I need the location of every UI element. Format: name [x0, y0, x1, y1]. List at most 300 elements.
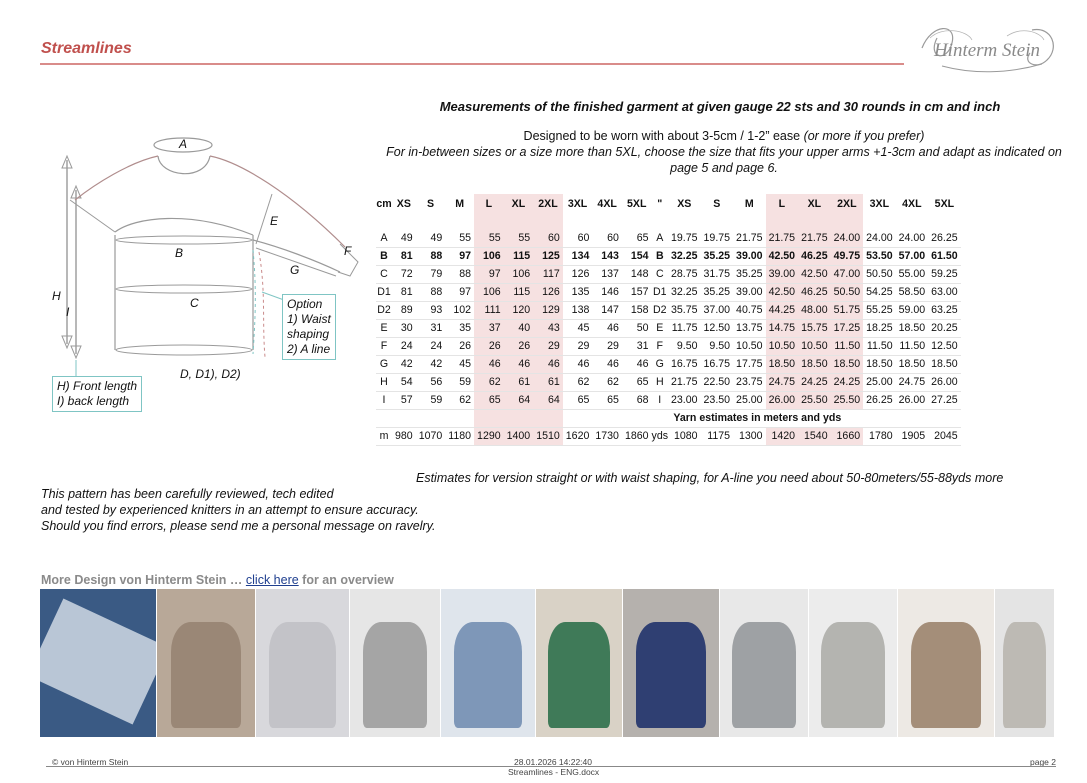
row-label: D2: [376, 301, 392, 319]
inch-value: 55.25: [863, 301, 896, 319]
yarn-yards: 1080: [668, 427, 701, 445]
table-row: [376, 247, 961, 265]
cm-value: 117: [533, 265, 563, 283]
cm-value: 62: [563, 373, 593, 391]
hinterm-stein-logo: [912, 18, 1062, 78]
table-header-cell: L: [474, 194, 504, 213]
cm-value: 46: [533, 355, 563, 373]
cm-value: 62: [592, 373, 622, 391]
table-row: [376, 337, 961, 355]
cm-value: 88: [416, 247, 446, 265]
measurements-heading: Measurements of the finished garment at given gauge 22 sts and 30 rounds in cm and inch: [439, 99, 1001, 114]
inch-value: 39.00: [766, 265, 799, 283]
cm-value: 64: [533, 391, 563, 409]
cm-value: 102: [445, 301, 474, 319]
inch-value: 13.75: [733, 319, 766, 337]
table-row: [376, 319, 961, 337]
cm-value: 111: [474, 301, 504, 319]
table-cell: [416, 213, 446, 229]
more-designs: [41, 573, 394, 587]
table-header-cell: ": [657, 197, 663, 210]
cm-value: 81: [392, 247, 416, 265]
inch-value: 9.50: [668, 337, 701, 355]
photo-grey-sweater-back[interactable]: [256, 589, 349, 737]
inch-value: 35.25: [701, 283, 734, 301]
table-cell: [533, 213, 563, 229]
inch-value: 9.50: [701, 337, 734, 355]
inch-value: 37.00: [701, 301, 734, 319]
cm-value: 62: [474, 373, 504, 391]
more-designs-prefix: More Design von Hinterm Stein …: [41, 573, 246, 587]
row-label: B: [652, 247, 669, 265]
table-cell: [863, 409, 896, 427]
inch-value: 23.50: [701, 391, 734, 409]
inch-value: 39.00: [733, 283, 766, 301]
cm-value: 65: [474, 391, 504, 409]
table-cell: [376, 213, 392, 229]
label-i: I: [66, 305, 70, 319]
inch-value: 39.00: [733, 247, 766, 265]
inch-value: 10.50: [733, 337, 766, 355]
option-note-line: shaping: [287, 327, 330, 341]
cm-value: 143: [592, 247, 622, 265]
cm-value: 115: [504, 283, 534, 301]
cm-value: 97: [445, 247, 474, 265]
cm-value: 60: [533, 229, 563, 247]
label-b: B: [175, 246, 184, 260]
cm-value: 60: [563, 229, 593, 247]
svg-text:Hinterm Stein: Hinterm Stein: [933, 40, 1041, 61]
inch-value: 24.25: [831, 373, 864, 391]
cm-value: 59: [416, 391, 446, 409]
table-cell: [474, 213, 504, 229]
sweater-shape: [548, 622, 610, 729]
table-row: [376, 265, 961, 283]
sweater-shape: [636, 622, 705, 729]
photo-grey-raglan[interactable]: [350, 589, 440, 737]
cm-value: 46: [474, 355, 504, 373]
sweater-shape: [911, 622, 980, 729]
cm-value: 126: [563, 265, 593, 283]
inch-value: 11.75: [668, 319, 701, 337]
inch-value: 35.75: [668, 301, 701, 319]
cm-value: 56: [416, 373, 446, 391]
label-d: D, D1), D2): [180, 367, 241, 381]
yarn-meters: 1290: [474, 427, 504, 445]
row-label: E: [376, 319, 392, 337]
cm-value: 61: [504, 373, 534, 391]
cm-value: 24: [416, 337, 446, 355]
table-cell: [563, 213, 593, 229]
cm-value: 65: [622, 229, 652, 247]
title-divider: [40, 63, 904, 65]
cm-value: 35: [445, 319, 474, 337]
inch-value: 18.50: [896, 319, 929, 337]
yarn-row: [376, 427, 961, 445]
review-line: and tested by experienced knitters in an attempt to ensure accuracy.: [41, 503, 419, 517]
cm-value: 106: [504, 265, 534, 283]
table-cell: [504, 213, 534, 229]
table-row: [376, 391, 961, 409]
review-note: [41, 486, 435, 534]
inch-value: 35.25: [701, 247, 734, 265]
inch-value: 32.25: [668, 283, 701, 301]
cm-value: 40: [504, 319, 534, 337]
design-photo-strip: [40, 589, 1064, 737]
inch-value: 11.50: [831, 337, 864, 355]
table-header-cell: 5XL: [627, 197, 647, 210]
inch-value: 12.50: [928, 337, 961, 355]
cm-value: 55: [474, 229, 504, 247]
cm-value: 88: [445, 265, 474, 283]
yarn-yards: 2045: [928, 427, 961, 445]
inch-value: 50.50: [831, 283, 864, 301]
inch-value: 17.25: [831, 319, 864, 337]
inch-value: 22.50: [701, 373, 734, 391]
more-designs-suffix: for an overview: [298, 573, 394, 587]
table-cell: [504, 409, 534, 427]
inch-value: 16.75: [668, 355, 701, 373]
yarn-yards: 1780: [863, 427, 896, 445]
yarn-meters: 1620: [563, 427, 593, 445]
table-header-cell: 2XL: [533, 194, 563, 213]
inch-value: 44.25: [766, 301, 799, 319]
table-header-cell: 5XL: [934, 197, 955, 210]
inch-value: 17.75: [733, 355, 766, 373]
inch-value: 21.75: [766, 229, 799, 247]
cm-value: 59: [445, 373, 474, 391]
inch-value: 23.00: [668, 391, 701, 409]
inch-value: 31.75: [701, 265, 734, 283]
sweater-shape: [732, 622, 795, 729]
cm-value: 62: [445, 391, 474, 409]
photo-grey-crewneck[interactable]: [720, 589, 808, 737]
table-cell: [652, 213, 669, 229]
table-row: [376, 229, 961, 247]
inch-value: 42.50: [766, 283, 799, 301]
inch-value: 46.25: [798, 247, 831, 265]
table-header-row: [376, 194, 961, 213]
label-g: G: [290, 263, 300, 277]
table-cell: [896, 213, 929, 229]
row-label: C: [376, 265, 392, 283]
row-label: F: [376, 337, 392, 355]
inch-value: 24.00: [831, 229, 864, 247]
photo-blue-cable-sweater[interactable]: [441, 589, 535, 737]
inch-value: 55.00: [896, 265, 929, 283]
cm-value: 61: [533, 373, 563, 391]
inch-value: 20.25: [928, 319, 961, 337]
row-label: A: [376, 229, 392, 247]
photo-grey-pullover[interactable]: [995, 589, 1054, 737]
inch-value: 21.75: [668, 373, 701, 391]
row-label: A: [652, 229, 669, 247]
cm-value: 49: [392, 229, 416, 247]
table-cell: [592, 213, 622, 229]
sweater-shape: [454, 622, 522, 729]
cm-value: 26: [474, 337, 504, 355]
cm-value: 45: [563, 319, 593, 337]
yarn-yards: 1420: [766, 427, 799, 445]
cm-value: 134: [563, 247, 593, 265]
label-c: C: [190, 296, 199, 310]
inch-value: 49.75: [831, 247, 864, 265]
label-a: A: [179, 137, 188, 151]
cm-value: 97: [474, 265, 504, 283]
inch-value: 18.50: [928, 355, 961, 373]
cm-value: 72: [392, 265, 416, 283]
row-label: H: [652, 373, 669, 391]
inch-value: 24.00: [863, 229, 896, 247]
cm-value: 54: [392, 373, 416, 391]
cm-value: 46: [563, 355, 593, 373]
yarn-unit-label: m: [376, 427, 392, 445]
inch-value: 61.50: [928, 247, 961, 265]
cm-value: 88: [416, 283, 446, 301]
yarn-meters: 1070: [416, 427, 446, 445]
yarn-meters: 1510: [533, 427, 563, 445]
inch-value: 46.25: [798, 283, 831, 301]
inch-value: 18.25: [863, 319, 896, 337]
page-title: Streamlines: [41, 40, 132, 57]
row-label: B: [376, 247, 392, 265]
table-cell: [376, 409, 392, 427]
inch-value: 18.50: [766, 355, 799, 373]
row-label: D2: [652, 301, 669, 319]
yarn-yards: 1175: [701, 427, 734, 445]
cm-value: 46: [592, 319, 622, 337]
inch-value: 32.25: [668, 247, 701, 265]
table-header-cell: M: [744, 197, 754, 210]
row-label: F: [652, 337, 669, 355]
inch-value: 26.00: [766, 391, 799, 409]
table-cell: [928, 409, 961, 427]
inch-value: 50.50: [863, 265, 896, 283]
inch-value: 35.25: [733, 265, 766, 283]
cm-value: 24: [392, 337, 416, 355]
measurements-table: [376, 194, 961, 446]
cm-value: 137: [592, 265, 622, 283]
inch-value: 18.50: [863, 355, 896, 373]
inch-value: 28.75: [668, 265, 701, 283]
cm-value: 29: [533, 337, 563, 355]
table-header-cell: 4XL: [597, 197, 617, 210]
yarn-meters: 1860: [622, 427, 652, 445]
cm-value: 31: [622, 337, 652, 355]
inch-value: 21.75: [798, 229, 831, 247]
inch-value: 63.00: [928, 283, 961, 301]
inch-value: 42.50: [798, 265, 831, 283]
table-cell: [831, 213, 864, 229]
page-reference: page 5 and page 6.: [670, 161, 778, 175]
table-cell: [928, 213, 961, 229]
cm-value: 65: [622, 373, 652, 391]
inch-value: 59.25: [928, 265, 961, 283]
table-cell: [563, 409, 593, 427]
yarn-yards: 1905: [896, 427, 929, 445]
table-row: [376, 283, 961, 301]
inch-value: 18.50: [831, 355, 864, 373]
cm-value: 55: [445, 229, 474, 247]
length-note: [52, 376, 142, 412]
row-label: E: [652, 319, 669, 337]
inch-value: 18.50: [896, 355, 929, 373]
cm-value: 29: [563, 337, 593, 355]
cm-value: 154: [622, 247, 652, 265]
table-header-cell: 2XL: [831, 194, 864, 213]
table-header-cell: XL: [504, 194, 534, 213]
table-cell: [392, 213, 416, 229]
footer-page-number: page 2: [1030, 757, 1056, 767]
cm-value: 65: [592, 391, 622, 409]
inch-value: 26.25: [928, 229, 961, 247]
footer-date: 28.01.2026 14:22:40: [514, 757, 592, 767]
sweater-shape: [1003, 622, 1045, 729]
table-row: [376, 355, 961, 373]
cm-value: 49: [416, 229, 446, 247]
cm-value: 60: [592, 229, 622, 247]
label-h: H: [52, 289, 61, 303]
inch-value: 25.50: [798, 391, 831, 409]
cm-value: 79: [416, 265, 446, 283]
cm-value: 37: [474, 319, 504, 337]
in-between-note: For in-between sizes or a size more than 5XL, choose the size that fits your upper arms +1-3cm and adapt as indicated on: [386, 145, 1062, 159]
footer-filename: Streamlines - ENG.docx: [508, 767, 600, 777]
yarn-yards: 1540: [798, 427, 831, 445]
table-header-cell: 4XL: [902, 197, 922, 210]
option-note-line: 2) A line: [287, 342, 331, 356]
photo-green-cardigan[interactable]: [536, 589, 622, 737]
cm-value: 45: [445, 355, 474, 373]
inch-value: 59.00: [896, 301, 929, 319]
row-label: D1: [376, 283, 392, 301]
option-note: [282, 294, 336, 360]
table-cell: [445, 213, 474, 229]
cm-value: 93: [416, 301, 446, 319]
inch-value: 24.00: [896, 229, 929, 247]
table-cell: [416, 409, 446, 427]
inch-value: 23.75: [733, 373, 766, 391]
click-here-link[interactable]: click here: [245, 573, 299, 587]
row-label: I: [652, 391, 669, 409]
inch-value: 15.75: [798, 319, 831, 337]
inch-value: 21.75: [733, 229, 766, 247]
yarn-yards: 1300: [733, 427, 766, 445]
cm-value: 46: [504, 355, 534, 373]
inch-value: 24.75: [896, 373, 929, 391]
cm-value: 129: [533, 301, 563, 319]
inch-value: 10.50: [766, 337, 799, 355]
review-line: This pattern has been carefully reviewed, tech edited: [41, 487, 334, 501]
photo-sleeve-detail[interactable]: [40, 589, 156, 737]
yarn-unit-label: yds: [652, 427, 669, 445]
table-cell: [622, 213, 652, 229]
inch-value: 25.50: [831, 391, 864, 409]
table-header-cell: L: [766, 194, 799, 213]
table-spacer-row: [376, 213, 961, 229]
table-header-cell: S: [426, 197, 435, 210]
cm-value: 157: [622, 283, 652, 301]
table-header-cell: 3XL: [567, 197, 588, 210]
option-note-line: 1) Waist: [287, 312, 331, 326]
inch-value: 24.25: [798, 373, 831, 391]
cm-value: 125: [533, 247, 563, 265]
cm-value: 26: [445, 337, 474, 355]
table-cell: [668, 213, 701, 229]
cm-value: 126: [533, 283, 563, 301]
inch-value: 19.75: [668, 229, 701, 247]
photo-light-turtleneck[interactable]: [809, 589, 897, 737]
yarn-meters: 1400: [504, 427, 534, 445]
inch-value: 54.25: [863, 283, 896, 301]
cm-value: 26: [504, 337, 534, 355]
cm-value: 31: [416, 319, 446, 337]
table-header-cell: cm: [376, 197, 392, 210]
table-header-cell: 3XL: [869, 197, 890, 210]
cm-value: 115: [504, 247, 534, 265]
table-cell: [701, 213, 734, 229]
table-cell: [733, 213, 766, 229]
inch-value: 58.50: [896, 283, 929, 301]
label-f: F: [344, 244, 352, 258]
length-note-line: H) Front length: [57, 379, 138, 393]
inch-value: 12.50: [701, 319, 734, 337]
row-label: G: [652, 355, 669, 373]
cm-value: 97: [445, 283, 474, 301]
cm-value: 120: [504, 301, 534, 319]
cm-value: 89: [392, 301, 416, 319]
yarn-estimates-note: Estimates for version straight or with waist shaping, for A-line you need about 50-80meters/55-88yds more: [416, 471, 1004, 485]
cm-value: 64: [504, 391, 534, 409]
inch-value: 16.75: [701, 355, 734, 373]
review-line: Should you find errors, please send me a personal message on ravelry.: [41, 519, 436, 533]
photo-navy-cardigan[interactable]: [623, 589, 719, 737]
sweater-shape: [269, 622, 336, 729]
table-cell: [592, 409, 622, 427]
photo-brown-cardigan[interactable]: [157, 589, 255, 737]
cm-value: 147: [592, 301, 622, 319]
photo-tweed-cardigan[interactable]: [898, 589, 994, 737]
footer-copyright: © von Hinterm Stein: [52, 757, 129, 767]
row-label: I: [376, 391, 392, 409]
cm-value: 81: [392, 283, 416, 301]
inch-value: 19.75: [701, 229, 734, 247]
row-label: C: [652, 265, 669, 283]
cm-value: 42: [392, 355, 416, 373]
table-cell: [896, 409, 929, 427]
table-row: [376, 373, 961, 391]
cm-value: 43: [533, 319, 563, 337]
label-e: E: [270, 214, 279, 228]
table-cell: [863, 213, 896, 229]
table-cell: [766, 213, 799, 229]
cm-value: 42: [416, 355, 446, 373]
inch-value: 26.00: [896, 391, 929, 409]
inch-value: 42.50: [766, 247, 799, 265]
table-header-cell: M: [455, 197, 465, 210]
sweater-shape: [821, 622, 884, 729]
option-note-line: Option: [287, 297, 323, 311]
inch-value: 11.50: [863, 337, 896, 355]
inch-value: 25.00: [863, 373, 896, 391]
yarn-meters: 1730: [592, 427, 622, 445]
inch-value: 10.50: [798, 337, 831, 355]
table-cell: [474, 409, 504, 427]
cm-value: 135: [563, 283, 593, 301]
inch-value: 11.50: [896, 337, 929, 355]
table-header-cell: S: [713, 197, 721, 210]
cm-value: 50: [622, 319, 652, 337]
